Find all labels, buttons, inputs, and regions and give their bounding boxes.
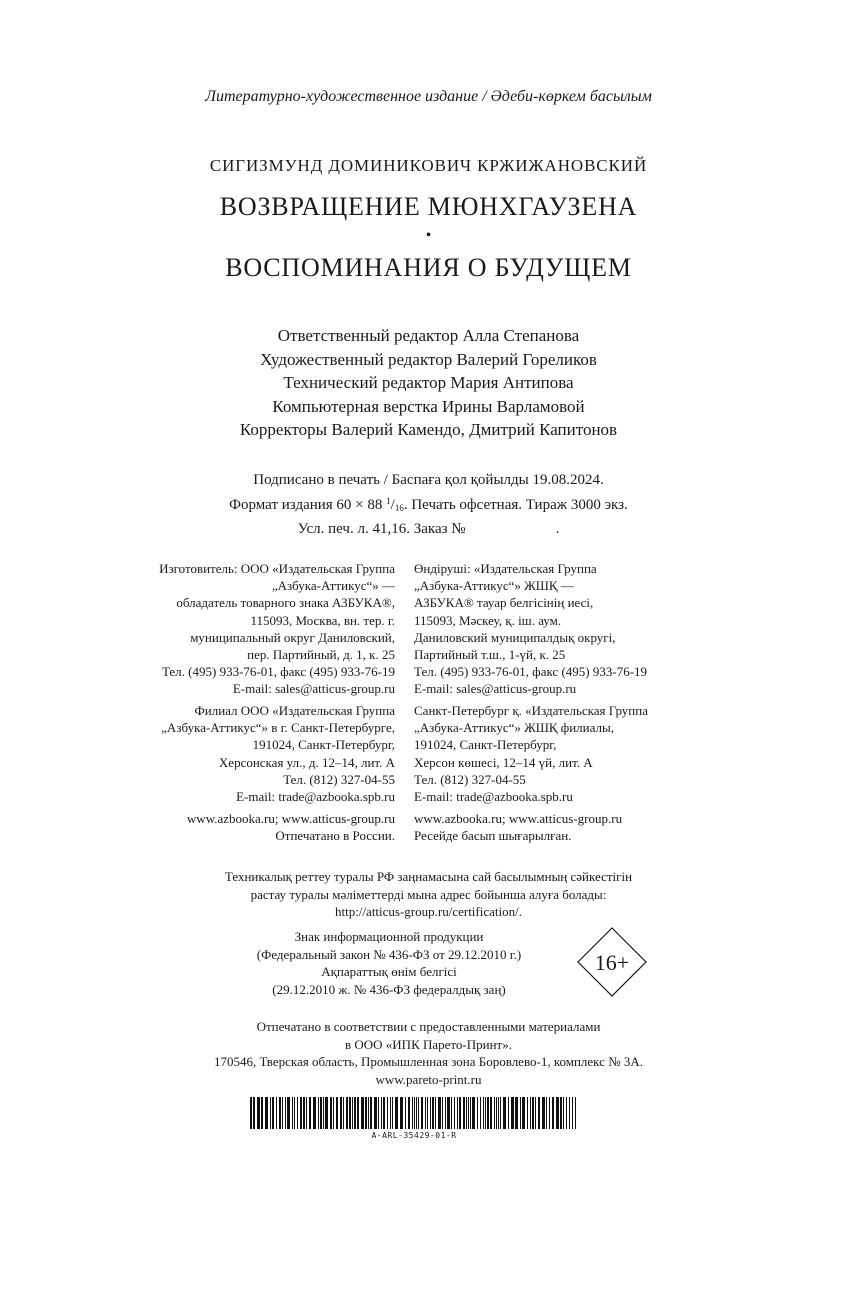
branch-kz-line: Тел. (812) 327-04-55 — [414, 771, 526, 787]
barcode-bar — [427, 1097, 428, 1129]
branch-kz-line: Херсон көшесі, 12–14 үй, лит. А — [414, 754, 593, 770]
branch-kz-line: Санкт-Петербург қ. «Издательская Группа — [414, 703, 648, 718]
barcode-bar — [272, 1097, 274, 1129]
credit-line: Корректоры Валерий Камендо, Дмитрий Капитонов — [239, 420, 618, 439]
barcode-bar — [297, 1097, 298, 1129]
info-sign-line: Знак информационной продукции — [294, 929, 484, 944]
barcode-bar — [365, 1097, 367, 1129]
barcode-bar — [468, 1097, 469, 1129]
barcode-bar — [306, 1097, 307, 1129]
barcode-bar — [438, 1097, 441, 1129]
barcode-bar — [408, 1097, 410, 1129]
barcode-bar — [552, 1097, 554, 1129]
barcode-bar — [323, 1097, 324, 1129]
barcode-bar — [569, 1097, 570, 1129]
manufacturer-kz-line: Даниловский муниципалдық округі, — [414, 629, 616, 645]
barcode-bar — [282, 1097, 283, 1129]
barcode-bar — [457, 1097, 458, 1129]
branch-kz — [414, 702, 774, 805]
barcode-bar — [445, 1097, 446, 1129]
age-rating-text: 16+ — [594, 950, 630, 975]
barcode-bar — [490, 1097, 492, 1129]
barcode-bar — [320, 1097, 322, 1129]
barcode-bar — [352, 1097, 353, 1129]
printing-house-line: в ООО «ИПК Парето-Принт». — [344, 1036, 512, 1052]
info-sign-block — [200, 928, 578, 998]
credit-line: Технический редактор Мария Антипова — [283, 373, 574, 392]
barcode-bar — [451, 1097, 452, 1129]
barcode-bar — [383, 1097, 385, 1129]
barcode-bar — [418, 1097, 419, 1129]
barcode-bar — [508, 1097, 509, 1129]
barcode-bar — [250, 1097, 252, 1129]
barcode-bar — [472, 1097, 475, 1129]
branch-kz-line: „Азбука-Аттикус“» ЖШҚ филиалы, — [414, 720, 614, 736]
web-kz — [414, 810, 774, 844]
sheets-suffix: . — [555, 521, 560, 537]
manufacturer-kz-email: E-mail: sales@atticus-group.ru — [414, 681, 577, 697]
barcode-bar — [500, 1097, 501, 1129]
barcode-bar — [466, 1097, 467, 1129]
manufacturer-kz-line: АЗБУКА® тауар белгісінің иесі, — [414, 595, 594, 611]
barcode-bar — [412, 1097, 413, 1129]
manufacturer-ru-line: Тел. (495) 933-76-01, факс (495) 933-76-19 — [161, 664, 395, 680]
manufacturer-ru-email: E-mail: sales@atticus-group.ru — [232, 681, 395, 697]
info-sign-line: (Федеральный закон № 436-ФЗ от 29.12.2010 г.) — [256, 946, 522, 962]
manufacturer-ru-line: Изготовитель: ООО «Издательская Группа — [159, 561, 395, 576]
barcode-bar — [405, 1097, 406, 1129]
web-ru — [0, 810, 395, 844]
format-suffix: . Печать офсетная. Тираж 3000 экз. — [403, 497, 628, 513]
credit-line: Художественный редактор Валерий Гореликов — [260, 349, 597, 369]
printed-in-russia: Отпечатано в России. — [275, 828, 395, 844]
manufacturer-ru-line: „Азбука-Аттикус“» — — [271, 578, 395, 594]
barcode-bar — [354, 1097, 356, 1129]
barcode-bar — [300, 1097, 302, 1129]
barcode-bar — [349, 1097, 351, 1129]
barcode-bar — [276, 1097, 277, 1129]
format-prefix: Формат издания 60 × 88 — [229, 497, 387, 513]
credits-block — [0, 324, 857, 442]
printed-in-russia-kz: Ресейде басып шығарылған. — [414, 828, 572, 844]
branch-kz-email: E-mail: trade@azbooka.spb.ru — [414, 789, 573, 805]
barcode-bar — [416, 1097, 417, 1129]
format-fraction-slash: / — [390, 497, 395, 513]
barcode-bar — [442, 1097, 443, 1129]
barcode-bar — [378, 1097, 379, 1129]
barcode-bar — [318, 1097, 319, 1129]
manufacturer-kz-line: Партийный т.ш., 1-үй, к. 25 — [414, 647, 566, 663]
certification-url: http://atticus-group.ru/certification/. — [334, 904, 522, 920]
barcode-bar — [432, 1097, 434, 1129]
branch-ru — [0, 702, 395, 805]
barcode-bar — [261, 1097, 263, 1129]
web-kz-links: www.azbooka.ru; www.atticus-group.ru — [414, 811, 623, 826]
manufacturer-ru-line: 115093, Москва, вн. тер. г. — [250, 612, 395, 628]
sheets-prefix: Усл. печ. л. 41,16. Заказ № — [297, 521, 466, 537]
barcode-bar — [400, 1097, 403, 1129]
barcode-bar — [343, 1097, 344, 1129]
barcode-bar — [542, 1097, 545, 1129]
branch-kz-line: 191024, Санкт-Петербург, — [414, 737, 557, 753]
barcode-bar — [346, 1097, 348, 1129]
barcode-bar — [556, 1097, 559, 1129]
barcode-bar — [511, 1097, 514, 1129]
barcode-bar — [496, 1097, 497, 1129]
age-rating-badge — [576, 926, 648, 998]
barcode-bar — [279, 1097, 281, 1129]
barcode-bar — [503, 1097, 506, 1129]
barcode-bar — [325, 1097, 328, 1129]
barcode-bar — [563, 1097, 564, 1129]
barcode-bar — [532, 1097, 534, 1129]
barcode-bar — [285, 1097, 286, 1129]
barcode-bar — [370, 1097, 372, 1129]
tech-regulation-line: растау туралы мәліметтерді мына адрес бойынша алуға болады: — [250, 886, 607, 902]
barcode-bar — [333, 1097, 334, 1129]
barcode-bar — [498, 1097, 499, 1129]
barcode-bar — [447, 1097, 450, 1129]
manufacturer-ru-line: муниципальный округ Даниловский, — [190, 629, 395, 645]
barcode-bar — [270, 1097, 271, 1129]
barcode-bar — [535, 1097, 536, 1129]
web-ru-links: www.azbooka.ru; www.atticus-group.ru — [186, 811, 395, 826]
title-separator: • — [425, 227, 432, 244]
signed-date: Подписано в печать / Баспаға қол қойылды 19.08.2024. — [253, 472, 604, 488]
barcode-bar — [575, 1097, 576, 1129]
barcode-text: A-ARL-35429-01-R — [371, 1131, 457, 1140]
barcode-bar — [435, 1097, 436, 1129]
barcode-bar — [387, 1097, 388, 1129]
manufacturer-kz-line: Өндіруші: «Издательская Группа — [414, 561, 597, 576]
barcode-bar — [494, 1097, 495, 1129]
barcode-bar — [340, 1097, 342, 1129]
barcode-bar — [357, 1097, 359, 1129]
branch-ru-email: E-mail: trade@azbooka.spb.ru — [236, 789, 395, 805]
barcode-bar — [336, 1097, 338, 1129]
barcode-bar — [390, 1097, 391, 1129]
book-title-2: ВОСПОМИНАНИЯ О БУДУЩЕМ — [225, 253, 632, 282]
barcode-bar — [527, 1097, 528, 1129]
manufacturer-ru-line: обладатель товарного знака АЗБУКА®, — [176, 595, 395, 611]
barcode-bar — [572, 1097, 573, 1129]
barcode-bar — [257, 1097, 260, 1129]
barcode-bar — [566, 1097, 567, 1129]
tech-regulation — [0, 868, 857, 921]
manufacturer-kz-line: „Азбука-Аттикус“» ЖШҚ — — [414, 578, 574, 594]
barcode-bar — [549, 1097, 550, 1129]
barcode-bar — [303, 1097, 305, 1129]
barcode-bar — [294, 1097, 295, 1129]
barcode-bar — [421, 1097, 423, 1129]
author-name: СИГИЗМУНД ДОМИНИКОВИЧ КРЖИЖАНОВСКИЙ — [209, 156, 648, 175]
barcode-bar — [292, 1097, 293, 1129]
barcode-bar — [368, 1097, 369, 1129]
genre-line: Литературно-художественное издание / Әдеби-көркем басылым — [205, 88, 652, 105]
credit-line: Компьютерная верстка Ирины Варламовой — [272, 396, 585, 416]
format-fraction-denominator: 16 — [394, 503, 404, 513]
barcode-bar — [454, 1097, 455, 1129]
barcode-bar — [485, 1097, 486, 1129]
barcode-bar — [313, 1097, 316, 1129]
barcode-bar — [361, 1097, 364, 1129]
manufacturer-kz — [414, 560, 774, 698]
printing-house-address: 170546, Тверская область, Промышленная зона Боровлево-1, комплекс № 3А. — [214, 1054, 643, 1070]
barcode-bar — [330, 1097, 332, 1129]
barcode-bar — [483, 1097, 484, 1129]
barcode-bar — [430, 1097, 431, 1129]
format-fraction-numerator: 1 — [386, 496, 391, 506]
barcode-bar — [392, 1097, 393, 1129]
format-line — [0, 491, 857, 519]
barcode-bar — [459, 1097, 461, 1129]
barcode-bar — [520, 1097, 521, 1129]
barcode-bar — [463, 1097, 465, 1129]
info-sign-line: Ақпараттық өнім белгісі — [321, 964, 457, 980]
printing-house-url: www.pareto-print.ru — [375, 1071, 482, 1087]
manufacturer-ru-line: пер. Партийный, д. 1, к. 25 — [247, 647, 395, 663]
barcode-bar — [546, 1097, 547, 1129]
barcode-bar — [381, 1097, 382, 1129]
branch-ru-line: „Азбука-Аттикус“» в г. Санкт-Петербурге, — [161, 720, 395, 736]
barcode-bar — [395, 1097, 398, 1129]
barcode-bar — [309, 1097, 311, 1129]
manufacturer-kz-line: 115093, Мәскеу, қ. іш. аум. — [414, 612, 562, 628]
barcode-image — [250, 1097, 578, 1129]
barcode-bar — [515, 1097, 518, 1129]
sheets-line — [0, 519, 857, 540]
manufacturer-ru — [0, 560, 395, 698]
barcode-bar — [538, 1097, 540, 1129]
manufacturer-kz-line: Тел. (495) 933-76-01, факс (495) 933-76-19 — [414, 664, 648, 680]
branch-ru-line: Херсонская ул., д. 12–14, лит. А — [218, 754, 395, 770]
barcode-bar — [425, 1097, 426, 1129]
tech-regulation-line: Техникалық реттеу туралы РФ заңнамасына сай басылымның сәйкестігін — [224, 869, 633, 884]
barcode-bar — [287, 1097, 290, 1129]
barcode-bar — [487, 1097, 489, 1129]
info-sign-line: (29.12.2010 ж. № 436-ФЗ федералдық заң) — [272, 981, 506, 997]
barcode-bar — [530, 1097, 531, 1129]
barcode-bar — [560, 1097, 562, 1129]
barcode-bar — [480, 1097, 481, 1129]
barcode-bar — [374, 1097, 377, 1129]
print-info-block — [0, 470, 857, 540]
branch-ru-line: 191024, Санкт-Петербург, — [252, 737, 395, 753]
book-title-1: ВОЗВРАЩЕНИЕ МЮНХГАУЗЕНА — [219, 192, 638, 221]
barcode-bar — [477, 1097, 478, 1129]
printing-house-line: Отпечатано в соответствии с предоставленными материалами — [256, 1019, 601, 1034]
branch-ru-line: Филиал ООО «Издательская Группа — [194, 703, 395, 718]
branch-ru-line: Тел. (812) 327-04-55 — [283, 771, 395, 787]
barcode-bar — [253, 1097, 255, 1129]
credit-line: Ответственный редактор Алла Степанова — [277, 326, 580, 345]
printing-house-block — [0, 1018, 857, 1088]
barcode-bar — [470, 1097, 471, 1129]
barcode-bar — [522, 1097, 525, 1129]
barcode-bar — [414, 1097, 415, 1129]
barcode-bar — [265, 1097, 268, 1129]
